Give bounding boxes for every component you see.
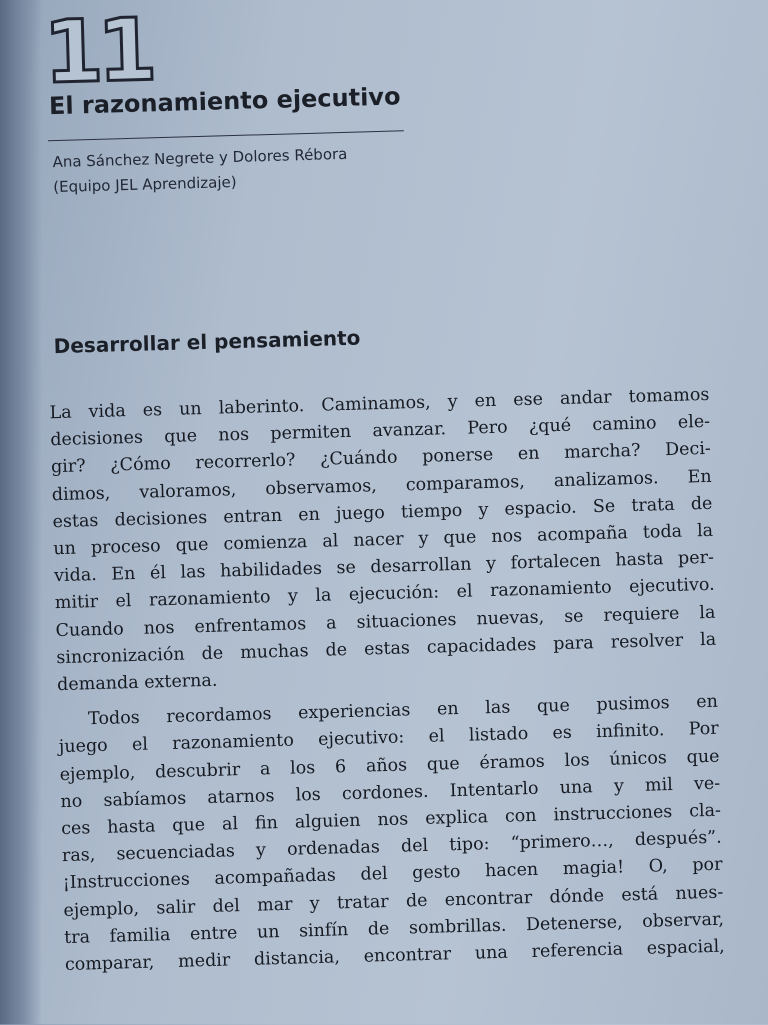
text-line: mitir el razonamiento y la ejecución: el razonamiento ejecutivo.: [54, 575, 715, 614]
text-line: demanda externa.: [56, 670, 218, 696]
text-line: La vida es un laberinto. Caminamos, y en ese andar tomamos: [49, 384, 710, 424]
text-line: vida. En él las habilidades se desarrollan y fortalecen hasta per-: [53, 547, 715, 587]
paragraph-2: [58, 689, 725, 979]
body-text: [49, 382, 725, 979]
text-line: comparar, medir distancia, encontrar una referencia espacial,: [64, 936, 726, 976]
text-line: ejemplo, descubrir a los 6 años que éramos los únicos que: [59, 746, 720, 785]
paragraph-1: [49, 382, 717, 700]
text-line: ras, secuenciadas y ordenadas del tipo: “primero…, después”.: [61, 827, 722, 867]
text-line: dimos, valoramos, observamos, comparamos, analizamos. En: [51, 466, 712, 505]
author-team: (Equipo JEL Aprendizaje): [53, 172, 237, 197]
text-line: sincronización de muchas de estas capacidades para resolver la: [56, 629, 717, 668]
text-line: Cuando nos enfrentamos a situaciones nuevas, se requiere la: [55, 602, 716, 641]
text-line: no sabíamos atarnos los cordones. Intentarlo una y mil ve-: [60, 773, 721, 812]
text-line: decisiones que nos permiten avanzar. Pero ¿qué camino ele-: [50, 412, 711, 451]
chapter-number: 11: [42, 0, 153, 104]
text-line: ejemplo, salir del mar y tratar de encontrar dónde está nues-: [63, 882, 724, 921]
chapter-authors: [52, 139, 453, 200]
text-line: gir? ¿Cómo recorrerlo? ¿Cuándo ponerse en marcha? Deci-: [50, 439, 712, 478]
text-line: ces hasta que al fin alguien nos explica con instrucciones cla-: [60, 800, 722, 840]
author-names: Ana Sánchez Negrete y Dolores Rébora: [52, 144, 348, 172]
section-heading: Desarrollar el pensamiento: [53, 325, 361, 359]
text-line: un proceso que comienza al nacer y que nos acompaña toda la: [53, 520, 714, 560]
title-divider: [48, 130, 404, 141]
text-line: juego el razonamiento ejecutivo: el listado es infinito. Por: [58, 719, 719, 758]
text-line: Todos recordamos experiencias en las que pusimos en: [87, 691, 719, 730]
text-line: tra familia entre un sinfín de sombrillas. Detenerse, observar,: [63, 909, 725, 948]
text-line: estas decisiones entran en juego tiempo y espacio. Se trata de: [52, 493, 713, 533]
text-line: ¡Instrucciones acompañadas del gesto hacen magia! O, por: [62, 855, 723, 894]
chapter-title: El razonamiento ejecutivo: [48, 82, 401, 121]
